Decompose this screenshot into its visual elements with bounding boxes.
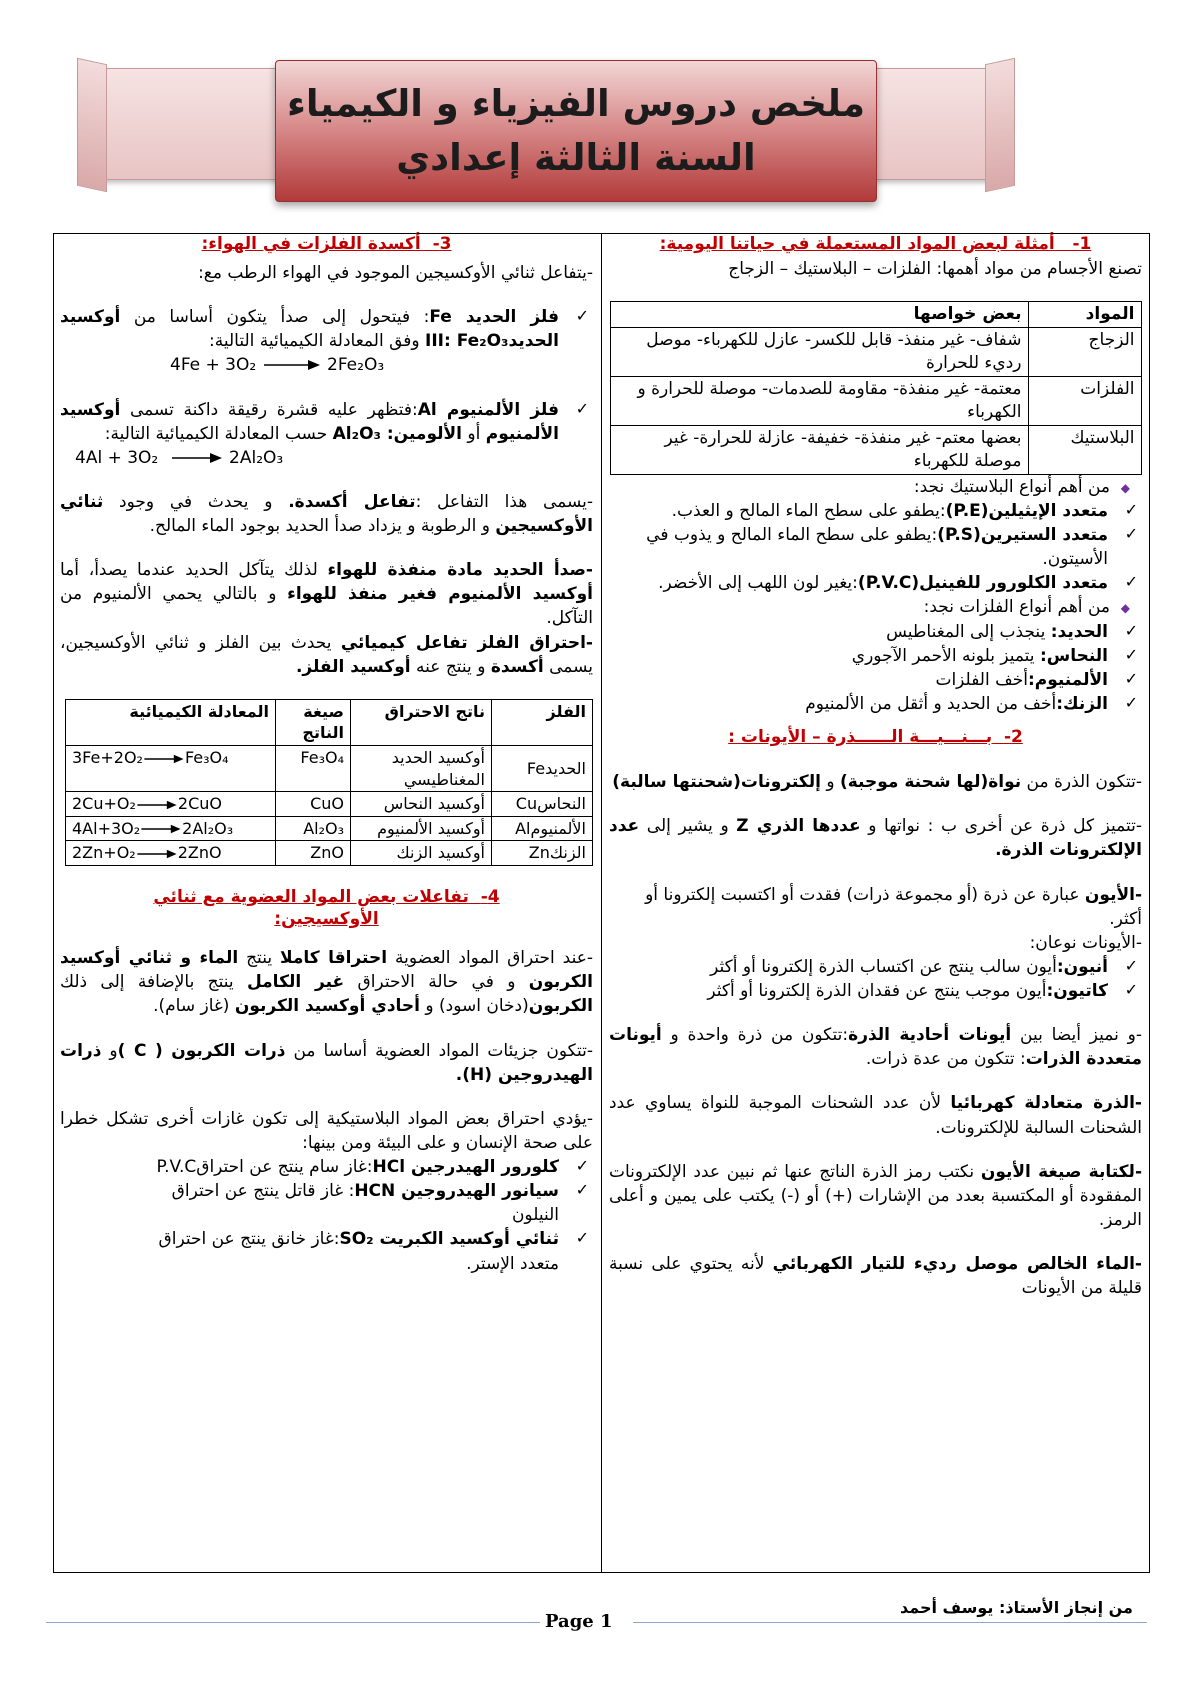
left-column (60, 233, 593, 1276)
page-number: Page 1 (545, 1611, 613, 1632)
metal-combustion-text: -احتراق الفلز تفاعل كيميائي يحدث بين الفلز و ثنائي الأوكسيجين، يسمى أكسدة و ينتج عنه أوكسيد الفلز. (60, 632, 593, 677)
list-item: ✓ فلز الحديد Fe: فيتحول إلى صدأ يتكون أساسا من أوكسيد الحديدIII: Fe₂O₃ وفق المعادلة الكيميائية التالية: 4Fe + 3O₂ 2Fe₂O₃ (60, 305, 593, 377)
checkmark-icon: ✓ (575, 1228, 589, 1248)
section-3-title: 3- أكسدة الفلزات في الهواء: (201, 234, 452, 254)
table-row: البلاستيك بعضها معتم- غير منفذة- خفيفة- عازلة للحرارة- غير موصلة للكهرباء (610, 425, 1141, 474)
pure-water-text: -الماء الخالص موصل رديء للتيار الكهربائي لأنه يحتوي على نسبة قليلة من الأيونات (609, 1254, 1142, 1299)
table-header-row: الفلز ناتج الاحتراق صيغة الناتج المعادلة الكيميائية (66, 699, 593, 745)
metals-intro: ◆من أهم أنواع الفلزات نجد: (923, 597, 1130, 618)
checkmark-icon: ✓ (1124, 572, 1138, 592)
oxidation-list (60, 305, 593, 470)
list-item: ✓ كاتيون:أيون موجب ينتج عن فقدان الذرة إلكترونا أو أكثر (707, 980, 1138, 1001)
checkmark-icon: ✓ (575, 398, 589, 418)
list-item: ✓ الألمنيوم:أخف الفلزات (935, 668, 1138, 690)
header-banner (90, 60, 1000, 200)
list-item: ✓ سيانور الهيدروجين HCN: غاز قاتل ينتج عن احتراق النيلون (171, 1180, 589, 1226)
list-item: ✓ متعدد الكلورور للفينيل(P.V.C):يغير لون اللهب إلى الأخضر. (658, 572, 1138, 594)
section-4-title: 4- تفاعلات بعض المواد العضوية مع ثنائي الأوكسيجين: (153, 887, 500, 930)
ion-types-list (609, 955, 1142, 1003)
plastics-list (609, 499, 1142, 596)
metal-combustion-table (65, 699, 593, 866)
checkmark-icon: ✓ (1124, 955, 1138, 975)
plastics-intro: ◆من أهم أنواع البلاستيك نجد: (913, 476, 1130, 497)
table-row: الزنكZn أوكسيد الزنك ZnO 2Zn+O₂ 2ZnO (66, 841, 593, 866)
list-item: ✓ الزنك:أخف من الحديد و أثقل من الألمنيوم (805, 692, 1138, 714)
section-1-title: 1- أمثلة لبعض المواد المستعملة في حياتنا اليومية: (659, 234, 1092, 254)
list-item: ✓ متعدد الستيرين(P.S):يطفو على سطح الماء المالح و يذوب في الأسيتون. (646, 524, 1138, 570)
diamond-bullet-icon: ◆ (1120, 601, 1130, 616)
reaction-arrow-icon (262, 359, 322, 371)
ion-kinds-text: -و نميز أيضا بين أيونات أحادية الذرة:تتكون من ذرة واحدة و أيونات متعددة الذرات: تتكون من عدة ذرات. (609, 1025, 1142, 1070)
checkmark-icon: ✓ (575, 306, 589, 326)
oxidation-intro: -يتفاعل ثنائي الأوكسيجين الموجود في الهواء الرطب مع: (198, 263, 593, 284)
ion-formula-text: -لكتابة صيغة الأيون نكتب رمز الذرة الناتج عنها ثم نبين عدد الإلكترونات المفقودة أو المكتسبة بعدد من الإشارات (+) أو (-) يكتب على يمين و أعلى الرمز. (609, 1161, 1142, 1230)
atomic-number-text: -تتميز كل ذرة عن أخرى ب : نواتها و عددها الذري Z و يشير إلى عدد الإلكترونات الذرة. (609, 816, 1142, 861)
table-row: الألمنيومAl أوكسيد الألمنيوم Al₂O₃ 4Al+3O₂ 2Al₂O₃ (66, 816, 593, 841)
ion-definition-text: -الأيون عبارة عن ذرة (أو مجموعة ذرات) فقدت أو اكتسبت إلكترونا أو أكثر. (645, 884, 1142, 929)
checkmark-icon: ✓ (1124, 644, 1138, 664)
list-item: ✓ كلورور الهيدرجين HCl:غاز سام ينتج عن احتراقP.V.C (156, 1156, 589, 1178)
list-item: ✓ متعدد الإيثيلين(P.E):يطفو على سطح الماء المالح و العذب. (671, 499, 1138, 521)
oxidation-reaction-text: -يسمى هذا التفاعل :تفاعل أكسدة. و يحدث في وجود ثنائي الأوكسيجين و الرطوبة و يزداد صدأ الحديد بوجود الماء المالح. (60, 491, 593, 537)
column-divider (601, 233, 602, 1573)
iron-equation: 4Fe + 3O₂ 2Fe₂O₃ (170, 355, 385, 376)
organic-molecules-text: -تتكون جزيئات المواد العضوية أساسا من ذرات الكربون ( C )و ذرات الهيدروجين (H). (60, 1040, 593, 1085)
neutral-atom-text: -الذرة متعادلة كهربائيا لأن عدد الشحنات الموجبة للنواة يساوي عدد الشحنات السالبة للإلكترونات. (609, 1093, 1142, 1138)
table-row: الزجاج شفاف- غير منفذ- قابل للكسر- عازل للكهرباء- موصل رديء للحرارة (610, 328, 1141, 377)
organic-combustion-text: -عند احتراق المواد العضوية احتراقا كاملا ينتج الماء و ثنائي أوكسيد الكربون و في حالة الاحتراق غير الكامل ينتج بالإضافة إلى ذلك الكربون(دخان اسود) و أحادي أوكسيد الكربون (غاز سام). (60, 948, 593, 1017)
checkmark-icon: ✓ (1124, 692, 1138, 712)
list-item: ✓ أنيون:أيون سالب ينتج عن اكتساب الذرة إلكترونا أو أكثر (710, 955, 1138, 977)
table-header-row: المواد بعض خواصها (610, 302, 1141, 328)
footer-rule-right (633, 1622, 1147, 1623)
ion-types-intro: -الأيونات نوعان: (1029, 932, 1142, 953)
materials-table (610, 301, 1142, 475)
table-row: الفلزات معتمة- غير منفذة- مقاومة للصدمات- موصلة للحرارة و الكهرباء (610, 377, 1141, 426)
atom-structure-text: -تتكون الذرة من نواة(لها شحنة موجبة) و إلكترونات(شحنتها سالبة) (612, 772, 1142, 793)
table-row: النحاسCu أوكسيد النحاس CuO 2Cu+O₂ 2CuO (66, 792, 593, 817)
checkmark-icon: ✓ (1124, 980, 1138, 999)
list-item: ✓ ثنائي أوكسيد الكبريت SO₂:غاز خانق ينتج عن احتراق متعدد الإستر. (158, 1228, 589, 1274)
page-subtitle: السنة الثالثة إعدادي (396, 136, 756, 179)
reaction-arrow-icon (140, 823, 182, 835)
author-credit: من إنجاز الأستاذ: يوسف أحمد (900, 1598, 1133, 1617)
plastic-gases-intro: -يؤدي احتراق بعض المواد البلاستيكية إلى تكون غازات أخرى تشكل خطرا على صحة الإنسان و على البيئة ومن بينها: (60, 1108, 593, 1153)
reaction-arrow-icon (143, 753, 185, 765)
list-item: ✓ فلز الألمنيوم Al:فتظهر عليه قشرة رقيقة داكنة تسمى أوكسيد الألمنيوم أو الألومين: Al₂O₃ حسب المعادلة الكيميائية التالية: 4Al + 3O₂ 2Al₂O₃ (60, 398, 593, 470)
checkmark-icon: ✓ (575, 1180, 589, 1200)
checkmark-icon: ✓ (1124, 499, 1138, 519)
section-2-title: 2- بـــنـــيـــة الــــــذرة – الأيونات : (728, 727, 1023, 748)
footer-rule-left (46, 1622, 540, 1623)
reaction-arrow-icon (136, 848, 178, 860)
checkmark-icon: ✓ (1124, 524, 1138, 544)
metals-list (609, 620, 1142, 717)
table-row: الحديدFe أوكسيد الحديد المغناطيسي Fe₃O₄ 3Fe+2O₂ Fe₃O₄ (66, 746, 593, 792)
reaction-arrow-icon (164, 452, 224, 464)
toxic-gases-list (60, 1155, 593, 1276)
right-column (609, 233, 1142, 1300)
checkmark-icon: ✓ (575, 1156, 589, 1176)
checkmark-icon: ✓ (1124, 620, 1138, 640)
list-item: ✓ النحاس: يتميز بلونه الأحمر الآجوري (851, 644, 1138, 666)
list-item: ✓ الحديد: ينجذب إلى المغناطيس (886, 620, 1138, 642)
reaction-arrow-icon (136, 799, 178, 811)
aluminium-equation: 4Al + 3O₂ 2Al₂O₃ (75, 447, 284, 468)
checkmark-icon: ✓ (1124, 668, 1138, 688)
diamond-bullet-icon: ◆ (1120, 480, 1130, 495)
rust-text: -صدأ الحديد مادة منفذة للهواء لذلك يتآكل الحديد عندما يصدأ، أما أوكسيد الألمنيوم فغير منفذ للهواء و بالتالي يحمي الألمنيوم من التآكل. (60, 560, 593, 629)
banner-title-box (275, 60, 877, 202)
section-1-intro: تصنع الأجسام من مواد أهمها: الفلزات – البلاستيك – الزجاج (728, 259, 1142, 280)
page-title: ملخص دروس الفيزياء و الكيمياء (287, 82, 865, 126)
